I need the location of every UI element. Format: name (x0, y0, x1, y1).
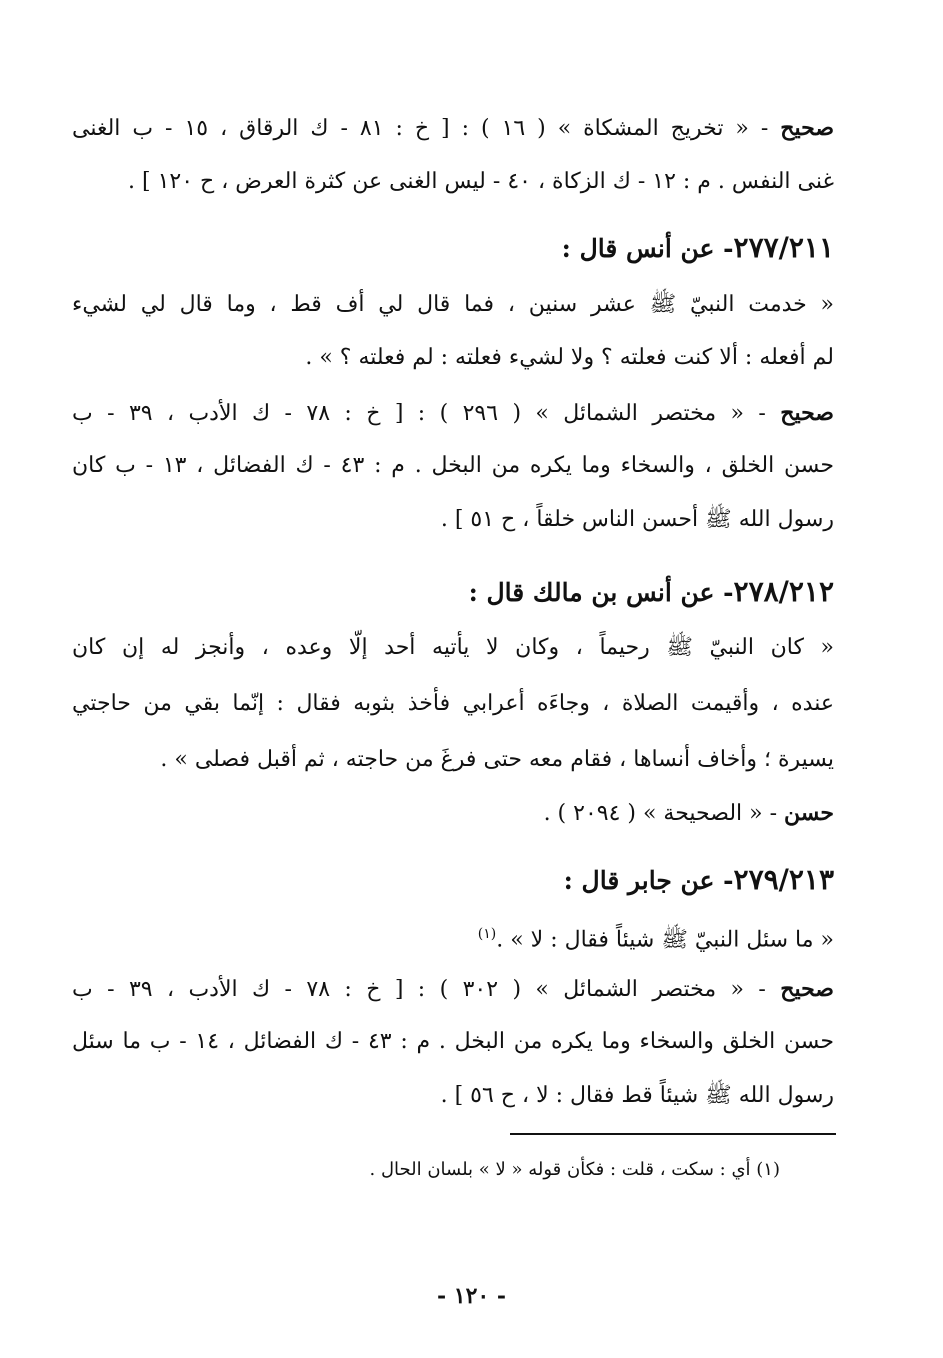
hadith-text-line: يسيرة ؛ وأخاف أنساها ، فقام معه حتى فرغَ من حاجته ، ثم أقبل فصلى » . (160, 747, 834, 772)
takhrij-line: غنى النفس . م : ١٢ - ك الزكاة ، ٤٠ - ليس الغنى عن كثرة العرض ، ح ١٢٠ ] . (128, 169, 834, 194)
hadith-text: « ما سئل النبيّ ﷺ شيئاً فقال : لا » . (496, 927, 834, 953)
grade-label: صحيح (780, 400, 834, 426)
takhrij-text: - « مختصر الشمائل » ( ٣٠٢ ) : [ خ : ٧٨ - ك الأدب ، ٣٩ - ب (72, 977, 781, 1002)
takhrij-line: رسول الله ﷺ شيئاً قط فقال : لا ، ح ٥٦ ] . (440, 1083, 834, 1108)
hadith-intro: - عن أنس بن مالك قال : (468, 578, 734, 607)
grade-label: صحيح (780, 115, 834, 141)
takhrij-line (72, 969, 834, 1009)
hadith-intro: - عن جابر قال : (563, 866, 734, 895)
takhrij-line (72, 108, 834, 148)
hadith-number: ٢٧٧/٢١١ (733, 231, 834, 264)
grade-label: صحيح (780, 976, 834, 1002)
takhrij-line: حسن الخلق ، والسخاء وما يكره من البخل . م : ٤٣ - ك الفضائل ، ١٣ - ب كان (72, 453, 834, 478)
page-number: - ١٢٠ - (436, 1283, 507, 1309)
takhrij-line (72, 793, 834, 833)
hadith-text-line: عنده ، وأقيمت الصلاة ، وجاءَه أعرابي فأخذ بثوبه فقال : إنّما بقي من حاجتي (72, 691, 834, 716)
hadith-text-line: « خدمت النبيّ ﷺ عشر سنين ، فما قال لي أف قط ، وما قال لي لشيء (72, 292, 834, 317)
takhrij-text: - « مختصر الشمائل » ( ٢٩٦ ) : [ خ : ٧٨ - ك الأدب ، ٣٩ - ب (72, 401, 781, 426)
takhrij-line (72, 393, 834, 433)
footnote-divider (510, 1133, 836, 1135)
hadith-intro: - عن أنس قال : (561, 234, 734, 263)
hadith-text-line (72, 914, 834, 954)
takhrij-line: رسول الله ﷺ أحسن الناس خلقاً ، ح ٥١ ] . (440, 507, 834, 532)
hadith-heading (34, 570, 834, 614)
grade-label: حسن (784, 800, 834, 826)
footnote-marker: (١) (477, 926, 497, 942)
hadith-number: ٢٧٩/٢١٣ (733, 863, 834, 896)
hadith-heading (34, 858, 834, 902)
hadith-text-line: « كان النبيّ ﷺ رحيماً ، وكان لا يأتيه أحد إلّا وعده ، وأنجز له إن كان (72, 635, 834, 660)
hadith-number: ٢٧٨/٢١٢ (733, 575, 834, 608)
footnote-text: (١) أي : سكت ، قلت : فكأن قوله « لا » بلسان الحال . (369, 1159, 780, 1180)
takhrij-text: - « تخريج المشكاة » ( ١٦ ) : [ خ : ٨١ - ك الرقاق ، ١٥ - ب الغنى (72, 116, 781, 141)
takhrij-line: حسن الخلق والسخاء وما يكره من البخل . م : ٤٣ - ك الفضائل ، ١٤ - ب ما سئل (72, 1029, 834, 1054)
takhrij-text: - « الصحيحة » ( ٢٠٩٤ ) . (543, 801, 785, 826)
hadith-text-line: لم أفعله : ألا كنت فعلته ؟ ولا لشيء فعلته : لم فعلته ؟ » . (305, 345, 834, 370)
hadith-heading (34, 226, 834, 270)
